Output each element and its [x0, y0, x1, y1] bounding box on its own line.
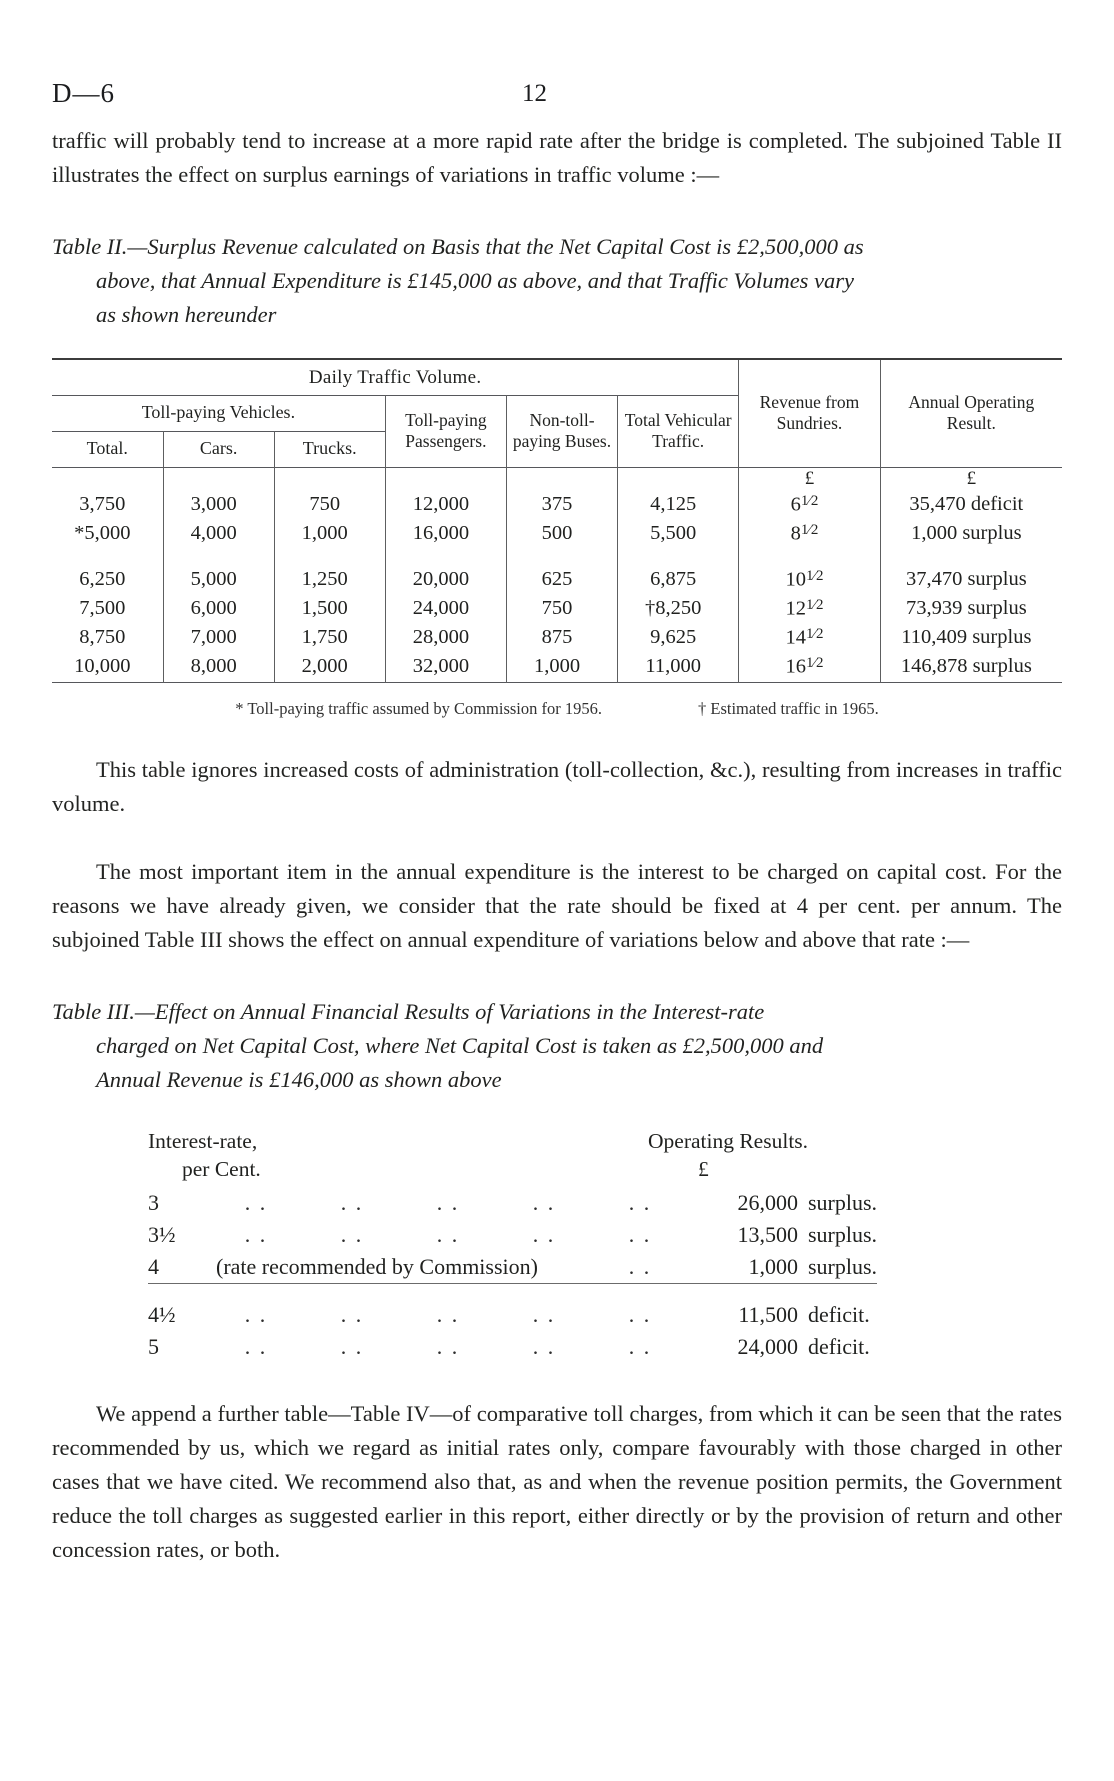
- cell-passengers: 24,000: [385, 594, 506, 623]
- cell-word: surplus.: [808, 1221, 878, 1247]
- table3-header-left: [148, 1127, 648, 1183]
- cell-value: 26,000: [737, 1189, 798, 1215]
- cell-trucks: 750: [274, 490, 385, 519]
- footnote-dagger: † Estimated traffic in 1965.: [698, 698, 879, 718]
- table2-header-total-vehicular: Total Vehicular Traffic.: [618, 396, 739, 468]
- cell-result: 110,409 surplus: [880, 623, 1062, 652]
- paragraph-intro: traffic will probably tend to increase at a more rapid rate after the bridge is completed. The subjoined Table II illustrates the effect on surplus earnings of variations in traffic volume :—: [52, 128, 1062, 187]
- table2-currency-sundries: £: [739, 468, 880, 491]
- table2-header-toll-paying-vehicles: Toll-paying Vehicles.: [141, 402, 296, 422]
- cell-cars: 3,000: [163, 490, 274, 519]
- cell-sundries: $12^{1⁄2}$: [739, 594, 880, 623]
- paragraph-closing: We append a further table—Table IV—of comparative toll charges, from which it can be seen that the rates recommended by us, which we regard as initial rates only, compare favourably with those charged in other cases that we have cited. We recommend also that, as and when the revenue position permits, the Government reduce the toll charges as suggested earlier in this report, either directly or by the provision of return and other concession rates, or both.: [52, 1400, 1062, 1562]
- cell-word: deficit.: [808, 1301, 870, 1327]
- table2-header-cars: Cars.: [163, 432, 274, 468]
- cell-trucks: 1,250: [274, 565, 385, 594]
- cell-word: surplus.: [808, 1253, 878, 1279]
- cell-rate: 3: [148, 1189, 159, 1215]
- table3-header-per-cent: per Cent.: [182, 1156, 261, 1181]
- cell-sundries: $6^{1⁄2}$: [739, 490, 880, 519]
- table-row: [52, 519, 1062, 548]
- cell-sundries: $14^{1⁄2}$: [739, 623, 880, 652]
- cell-dots: . .: [244, 1221, 268, 1247]
- table-row: [52, 652, 1062, 682]
- table-row: [148, 1331, 877, 1363]
- cell-result: 37,470 surplus: [880, 565, 1062, 594]
- cell-dots: . .: [340, 1189, 364, 1215]
- cell-dots: . .: [628, 1189, 652, 1215]
- cell-buses: 500: [506, 519, 617, 548]
- table2-header-toll-passengers: Toll-paying Passengers.: [385, 396, 506, 468]
- table3-caption-line1: Table III.—Effect on Annual Financial Results of Variations in the Interest-rate: [52, 998, 765, 1024]
- table2-caption-line2: above, that Annual Expenditure is £145,000 as above, and that Traffic Volumes vary: [96, 268, 855, 293]
- table2-header-annual-result: Annual Operating Result.: [880, 359, 1062, 468]
- cell-word: deficit.: [808, 1333, 870, 1359]
- cell-rate: 5: [148, 1333, 159, 1359]
- cell-total: 7,500: [79, 596, 126, 619]
- table2-caption-line3: as shown hereunder: [96, 302, 277, 327]
- cell-cars: 4,000: [163, 519, 274, 548]
- cell-dots: . .: [532, 1301, 556, 1327]
- cell-total: *5,000: [74, 522, 131, 545]
- cell-value: 24,000: [737, 1333, 798, 1359]
- table3: [148, 1187, 877, 1363]
- cell-rate: 4: [148, 1253, 159, 1279]
- table2-spacer-row: [52, 549, 1062, 565]
- table3-caption: [52, 995, 1062, 1097]
- table3-header: [148, 1127, 1062, 1183]
- table2-header-trucks: Trucks.: [274, 432, 385, 468]
- cell-buses: 625: [506, 565, 617, 594]
- cell-dots: . .: [244, 1189, 268, 1215]
- page-number: 12: [522, 80, 547, 107]
- cell-vehicular: †8,250: [618, 594, 739, 623]
- document-code: D—6: [52, 78, 115, 108]
- page-header: [52, 78, 1062, 124]
- cell-dots: . .: [244, 1333, 268, 1359]
- cell-sundries: $10^{1⁄2}$: [739, 565, 880, 594]
- cell-result: 1,000 surplus: [880, 519, 1062, 548]
- cell-result: 73,939 surplus: [880, 594, 1062, 623]
- table2-caption: [52, 230, 1062, 332]
- cell-cars: 5,000: [163, 565, 274, 594]
- cell-total: 3,750: [79, 493, 126, 516]
- cell-total: 6,250: [79, 567, 126, 590]
- cell-result: 35,470 deficit: [880, 490, 1062, 519]
- cell-dots: . .: [628, 1221, 652, 1247]
- table3-spacer: [148, 1285, 877, 1299]
- table2-wrapper: [52, 358, 1062, 719]
- cell-sundries: $16^{1⁄2}$: [739, 652, 880, 682]
- cell-vehicular: 5,500: [618, 519, 739, 548]
- table3-caption-line3: Annual Revenue is £146,000 as shown above: [96, 1066, 502, 1092]
- cell-total: 10,000: [74, 655, 131, 678]
- cell-dots: . .: [628, 1301, 652, 1327]
- cell-passengers: 16,000: [385, 519, 506, 548]
- table3-header-right: [648, 1127, 808, 1183]
- table-row: [148, 1299, 877, 1331]
- cell-trucks: 2,000: [274, 652, 385, 682]
- cell-cars: 6,000: [163, 594, 274, 623]
- cell-trucks: 1,000: [274, 519, 385, 548]
- cell-dots: . .: [340, 1221, 364, 1247]
- table3-header-operating-results: Operating Results.: [648, 1128, 809, 1153]
- table2-bottom-rule: [52, 682, 1062, 687]
- table3-header-interest-rate: Interest-rate,: [148, 1128, 258, 1153]
- cell-vehicular: 6,875: [618, 565, 739, 594]
- table-row: [148, 1187, 877, 1219]
- cell-dots: . .: [340, 1301, 364, 1327]
- cell-dots: . .: [532, 1221, 556, 1247]
- cell-rate: 3½: [148, 1221, 176, 1247]
- cell-buses: 750: [506, 594, 617, 623]
- paragraph-interest: The most important item in the annual expenditure is the interest to be charged on capital cost. For the reasons we have already given, we consider that the rate should be fixed at 4 per cent. per annum. The subjoined Table III shows the effect on annual expenditure of variations below and above that rate :—: [52, 858, 1062, 952]
- table-row: [52, 565, 1062, 594]
- cell-passengers: 32,000: [385, 652, 506, 682]
- cell-buses: 1,000: [506, 652, 617, 682]
- cell-dots: . .: [436, 1333, 460, 1359]
- table3-wrapper: [52, 1127, 1062, 1363]
- cell-result: 146,878 surplus: [880, 652, 1062, 682]
- cell-trucks: 1,750: [274, 623, 385, 652]
- cell-passengers: 20,000: [385, 565, 506, 594]
- table-row: [52, 594, 1062, 623]
- cell-value: 1,000: [748, 1253, 798, 1279]
- cell-passengers: 28,000: [385, 623, 506, 652]
- cell-dots: . .: [628, 1253, 652, 1279]
- cell-vehicular: 9,625: [618, 623, 739, 652]
- table2-header-total: Total.: [86, 438, 128, 458]
- cell-buses: 375: [506, 490, 617, 519]
- cell-total: 8,750: [79, 626, 126, 649]
- table-row: [52, 623, 1062, 652]
- cell-dots: . .: [628, 1333, 652, 1359]
- table2-currency-row: [52, 468, 1062, 491]
- table2: [52, 358, 1062, 687]
- cell-rate: 4½: [148, 1301, 176, 1327]
- paragraph-table-note: This table ignores increased costs of administration (toll-collection, &c.), resulting from increases in traffic volume.: [52, 756, 1062, 816]
- table2-footnotes: [52, 699, 1062, 719]
- cell-vehicular: 4,125: [618, 490, 739, 519]
- table2-header-revenue-sundries: Revenue from Sundries.: [739, 359, 880, 468]
- cell-cars: 8,000: [163, 652, 274, 682]
- cell-value: 11,500: [738, 1301, 798, 1327]
- cell-dots: . .: [244, 1301, 268, 1327]
- table2-header-daily-traffic: Daily Traffic Volume.: [308, 367, 482, 388]
- table2-caption-line1: Table II.—Surplus Revenue calculated on Basis that the Net Capital Cost is £2,500,000 as: [52, 234, 864, 259]
- cell-trucks: 1,500: [274, 594, 385, 623]
- cell-dots: . .: [532, 1189, 556, 1215]
- cell-cars: 7,000: [163, 623, 274, 652]
- cell-value: 13,500: [737, 1221, 798, 1247]
- cell-buses: 875: [506, 623, 617, 652]
- cell-passengers: 12,000: [385, 490, 506, 519]
- cell-sundries: $8^{1⁄2}$: [739, 519, 880, 548]
- cell-dots: . .: [340, 1333, 364, 1359]
- cell-dots: . .: [532, 1333, 556, 1359]
- table2-currency-result: £: [880, 468, 1062, 491]
- table3-header-currency: £: [698, 1156, 709, 1181]
- cell-word: surplus.: [808, 1189, 878, 1215]
- table-row: [148, 1251, 877, 1284]
- cell-dots: . .: [436, 1189, 460, 1215]
- table2-header-non-toll-buses: Non-toll-paying Buses.: [506, 396, 617, 468]
- table-row: [52, 490, 1062, 519]
- cell-dots: . .: [436, 1221, 460, 1247]
- footnote-star: * Toll-paying traffic assumed by Commission for 1956.: [235, 698, 602, 718]
- cell-dots: . .: [436, 1301, 460, 1327]
- table2-group-header-row: [52, 359, 1062, 396]
- cell-vehicular: 11,000: [618, 652, 739, 682]
- table3-caption-line2: charged on Net Capital Cost, where Net Capital Cost is taken as £2,500,000 and: [96, 1032, 824, 1058]
- cell-note: (rate recommended by Commission): [216, 1253, 538, 1279]
- table-row: [148, 1219, 877, 1251]
